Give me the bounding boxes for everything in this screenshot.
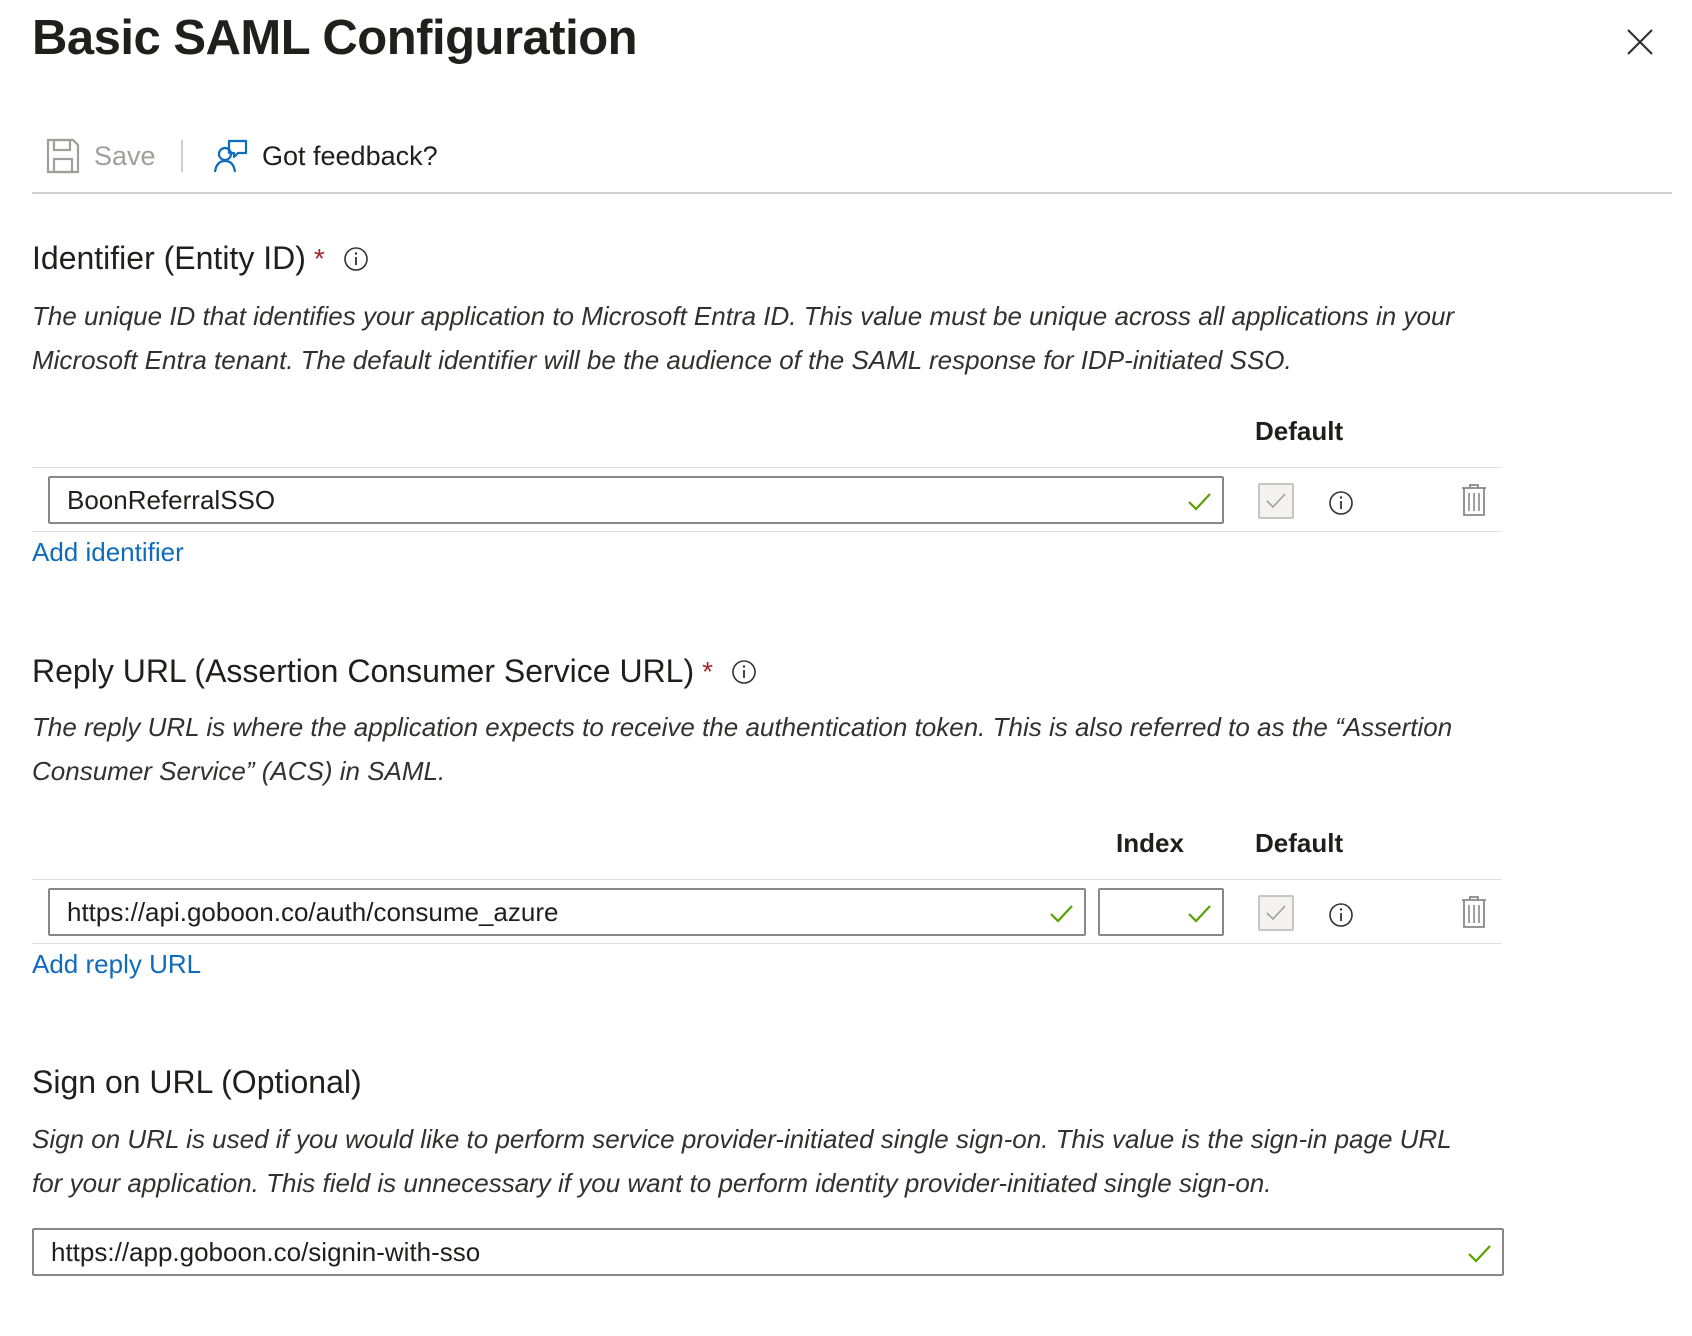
info-icon[interactable] xyxy=(1328,490,1354,516)
identifier-description: The unique ID that identifies your application to Microsoft Entra ID. This value must be unique across all applications in your Microsoft Entra tenant. The default identifier will be the audience of the SAML response for IDP-initiated SSO. xyxy=(32,301,1455,375)
index-column-header: Index xyxy=(1116,828,1184,858)
checkmark-icon xyxy=(1264,489,1288,513)
save-label: Save xyxy=(94,140,156,171)
feedback-button[interactable] xyxy=(214,136,438,176)
checkmark-icon xyxy=(1264,901,1288,925)
info-icon[interactable] xyxy=(731,659,757,685)
sign-on-url-input[interactable] xyxy=(32,1228,1504,1276)
feedback-label: Got feedback? xyxy=(262,140,438,171)
reply-url-default-checkbox[interactable] xyxy=(1258,895,1294,931)
toolbar-divider xyxy=(181,140,183,172)
required-mark: * xyxy=(313,242,325,274)
save-button[interactable] xyxy=(46,136,156,176)
reply-url-value: https://api.goboon.co/auth/consume_azure xyxy=(67,896,559,927)
required-mark: * xyxy=(702,655,714,687)
sign-on-url-section-title xyxy=(32,1064,362,1101)
info-icon[interactable] xyxy=(1328,902,1354,928)
add-identifier-link[interactable]: Add identifier xyxy=(32,537,184,567)
identifier-value: BoonReferralSSO xyxy=(67,484,276,515)
feedback-icon xyxy=(214,138,248,174)
checkmark-icon xyxy=(1466,1240,1492,1266)
reply-url-row xyxy=(32,879,1502,944)
checkmark-icon xyxy=(1186,488,1212,514)
reply-url-title: Reply URL (Assertion Consumer Service URL) xyxy=(32,653,695,689)
checkmark-icon xyxy=(1186,900,1212,926)
save-icon xyxy=(46,138,80,174)
trash-icon[interactable] xyxy=(1460,895,1488,929)
identifier-title: Identifier (Entity ID) xyxy=(32,240,306,276)
reply-url-section-title xyxy=(32,653,757,690)
trash-icon[interactable] xyxy=(1460,483,1488,517)
add-reply-url-link[interactable]: Add reply URL xyxy=(32,949,202,979)
reply-url-input[interactable] xyxy=(48,888,1086,936)
info-icon[interactable] xyxy=(343,246,369,272)
sign-on-url-value: https://app.goboon.co/signin-with-sso xyxy=(51,1236,481,1267)
sign-on-url-description: Sign on URL is used if you would like to perform service provider-initiated single sign-on. This value is the sign-in page URL for your application. This field is unnecessary if you want to perform identity provider-initiated single sign-on. xyxy=(32,1124,1452,1198)
identifier-section-title xyxy=(32,240,369,277)
reply-url-description: The reply URL is where the application expects to receive the authentication token. This is also referred to as the “Assertion Consumer Service” (ACS) in SAML. xyxy=(32,712,1453,786)
sign-on-url-title: Sign on URL (Optional) xyxy=(32,1064,362,1100)
panel-title: Basic SAML Configuration xyxy=(32,11,638,65)
default-column-header: Default xyxy=(1255,416,1344,446)
index-input[interactable] xyxy=(1098,888,1224,936)
checkmark-icon xyxy=(1048,900,1074,926)
close-icon[interactable] xyxy=(1626,28,1654,56)
default-column-header: Default xyxy=(1255,828,1344,858)
close-button[interactable] xyxy=(1620,22,1660,62)
identifier-row xyxy=(32,467,1502,532)
command-bar xyxy=(32,130,1672,194)
identifier-input[interactable] xyxy=(48,476,1224,524)
identifier-default-checkbox[interactable] xyxy=(1258,483,1294,519)
